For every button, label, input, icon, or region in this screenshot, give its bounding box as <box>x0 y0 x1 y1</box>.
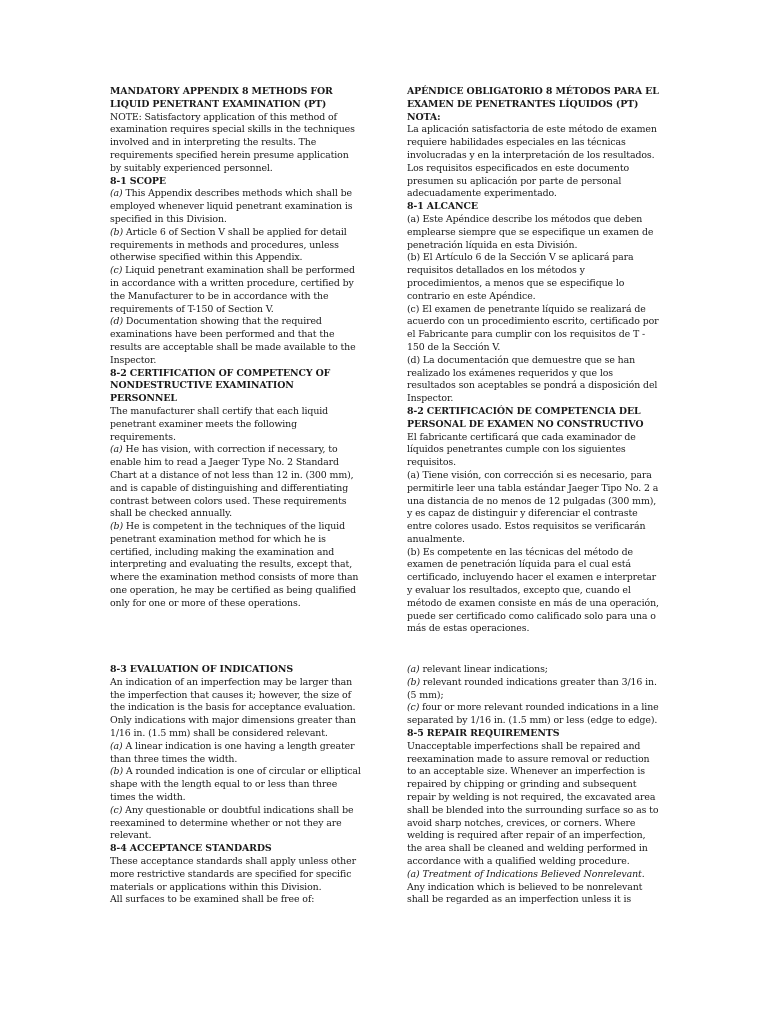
item-label: (c) <box>110 804 123 816</box>
item-label: (c) <box>407 702 420 714</box>
acceptance-item-c <box>407 702 659 728</box>
item-text: relevant rounded indications greater than 3/16 in. (5 mm); <box>407 676 657 701</box>
acceptance-intro: These acceptance standards shall apply unless other more restrictive standards are specified for specific materials or applications within this Division. <box>110 855 356 893</box>
item-text: A linear indication is one having a length greater than three times the width. <box>110 740 355 765</box>
right-column-bottom <box>407 664 659 907</box>
scope-item-c-spanish: (c) El examen de penetrante líquido se realizará de acuerdo con un procedimiento escrito, certificado por el Fabricante para cumplir con los requisitos de T - 150 de la Sección V. <box>407 303 659 353</box>
acceptance-item-b <box>407 677 659 703</box>
certification-heading-spanish: 8-2 CERTIFICACIÓN DE COMPETENCIA DEL PERSONAL DE EXAMEN NO CONSTRUCTIVO <box>407 405 644 430</box>
english-column-top <box>110 86 362 611</box>
item-text: four or more relevant rounded indications in a line separated by 1/16 in. (1.5 mm) or less (edge to edge). <box>407 702 659 727</box>
evaluation-heading: 8-3 EVALUATION OF INDICATIONS <box>110 664 293 675</box>
scope-item-d-english <box>110 316 362 367</box>
evaluation-item-a <box>110 741 362 767</box>
item-label: (a) <box>110 444 123 456</box>
certification-item-b-spanish: (b) Es competente en las técnicas del método de examen de penetración líquida para el cual está certificado, incluyendo hacer el examen e interpretar y evaluar los resultados, excepto que, cuando el método de examen consiste en más de una operación, puede ser certificado como calificado solo para una o más de estas operaciones. <box>407 546 659 635</box>
scope-item-c-english <box>110 265 362 316</box>
item-label: (a) <box>110 740 123 752</box>
acceptance-free-of: All surfaces to be examined shall be free of: <box>110 894 315 906</box>
item-text: Documentation showing that the required examinations have been performed and that the results are acceptable shall be made available to the Inspector. <box>110 316 356 366</box>
scope-heading-english: 8-1 SCOPE <box>110 175 166 187</box>
acceptance-heading: 8-4 ACCEPTANCE STANDARDS <box>110 843 272 855</box>
scope-item-b-english <box>110 227 362 265</box>
item-label: (a) <box>407 664 420 675</box>
note-english: NOTE: Satisfactory application of this method of examination requires special skills in the techniques involved and in interpreting the results. The requirements specified herein presume application by suitably experienced personnel. <box>110 111 355 174</box>
item-text: A rounded indication is one of circular or elliptical shape with the length equal to or less than three times the width. <box>110 766 361 803</box>
evaluation-item-c <box>110 805 362 843</box>
item-text: Any questionable or doubtful indications shall be reexamined to determine whether or not they are relevant. <box>110 804 354 842</box>
certification-item-a-english <box>110 444 362 521</box>
certification-item-a-spanish: (a) Tiene visión, con corrección si es necesario, para permitirle leer una tabla estándar Jaeger Tipo No. 2 a una distancia de no menos de 12 pulgadas (300 mm), y es capaz de distinguir y diferenciar el contraste entre colores usado. Estos requisitos se verificarán anualmente. <box>407 469 659 545</box>
item-label: (c) <box>110 265 123 277</box>
item-label: (b) <box>110 766 124 778</box>
scope-item-a-spanish: (a) Este Apéndice describe los métodos que deben emplearse siempre que se especifique un examen de penetración líquida en esta División. <box>407 213 654 251</box>
item-text: He is competent in the techniques of the liquid penetrant examination method for which he is certified, including making the examination and interpreting and evaluating the results, except that, where the examination method consists of more than one operation, he may be certified as being qualified only for one or more of these operations. <box>110 521 359 609</box>
evaluation-item-b <box>110 766 362 804</box>
certification-intro-spanish: El fabricante certificará que cada examinador de líquidos penetrantes cumple con los siguientes requisitos. <box>407 431 636 469</box>
spanish-column-top <box>407 86 659 636</box>
item-text: relevant linear indications; <box>419 664 548 675</box>
english-column-bottom <box>110 664 362 907</box>
scope-heading-spanish: 8-1 ALCANCE <box>407 201 478 213</box>
certification-heading-english: 8-2 CERTIFICATION OF COMPETENCY OF NONDESTRUCTIVE EXAMINATION PERSONNEL <box>110 367 331 405</box>
repair-intro: Unacceptable imperfections shall be repaired and reexamination made to assure removal or reduction to an acceptable size. Whenever an imperfection is repaired by chipping or grinding and subsequent repair by welding is not required, the excavated area shall be blended into the surrounding surface so as to avoid sharp notches, crevices, or corners. Where welding is required after repair of an imperfection, the area shall be cleaned and welding performed in accordance with a qualified welding procedure. <box>407 740 659 867</box>
certification-intro-english: The manufacturer shall certify that each liquid penetrant examiner meets the following requirements. <box>110 405 329 443</box>
certification-item-b-english <box>110 521 362 611</box>
acceptance-item-a <box>407 664 659 677</box>
item-text: This Appendix describes methods which shall be employed whenever liquid penetrant examination is specified in this Division. <box>110 188 353 225</box>
scope-item-b-spanish: (b) El Artículo 6 de la Sección V se aplicará para requisitos detallados en los métodos y procedimientos, a menos que se especifique lo contrario en este Apéndice. <box>407 252 634 302</box>
note-label-spanish: NOTA: <box>407 111 441 123</box>
item-label: (b) <box>110 226 124 238</box>
scope-item-d-spanish: (d) La documentación que demuestre que se han realizado los exámenes requeridos y que los resultados son aceptables se pondrá a disposición del Inspector. <box>407 354 658 405</box>
item-text: Liquid penetrant examination shall be performed in accordance with a written procedure, certified by the Manufacturer to be in accordance with the requirements of T-150 of Section V. <box>110 265 355 315</box>
item-text: Article 6 of Section V shall be applied for detail requirements in methods and procedures, unless otherwise specified within this Appendix. <box>110 226 347 264</box>
item-text: He has vision, with correction if necessary, to enable him to read a Jaeger Type No. 2 Standard Chart at a distance of not less than 12 in. (300 mm), and is capable of distinguishing and differentiating contrast between colors used. These requirements shall be checked annually. <box>110 444 354 520</box>
item-label: (a) <box>110 188 123 200</box>
note-spanish: La aplicación satisfactoria de este método de examen requiere habilidades especiales en las técnicas involucradas y en la interpretación de los resultados. Los requisitos especificados en este documento presumen su aplicación por parte de personal adecuadamente experimentado. <box>407 124 657 200</box>
item-label: (b) <box>110 521 124 533</box>
evaluation-intro: An indication of an imperfection may be larger than the imperfection that causes it; however, the size of the indication is the basis for acceptance evaluation. Only indications with major dimensions greater than 1/16 in. (1.5 mm) shall be considered relevant. <box>110 676 356 739</box>
repair-item-a-title: (a) Treatment of Indications Believed Nonrelevant. <box>407 868 645 880</box>
scope-item-a-english <box>110 188 362 226</box>
item-label: (d) <box>110 316 124 328</box>
appendix-title-english: MANDATORY APPENDIX 8 METHODS FOR LIQUID PENETRANT EXAMINATION (PT) <box>110 86 333 110</box>
appendix-title-spanish: APÉNDICE OBLIGATORIO 8 MÉTODOS PARA EL EXAMEN DE PENETRANTES LÍQUIDOS (PT) <box>407 86 659 110</box>
repair-heading: 8-5 REPAIR REQUIREMENTS <box>407 727 560 739</box>
repair-item-a-text: Any indication which is believed to be nonrelevant shall be regarded as an imperfection unless it is <box>407 881 643 906</box>
item-label: (b) <box>407 676 421 688</box>
